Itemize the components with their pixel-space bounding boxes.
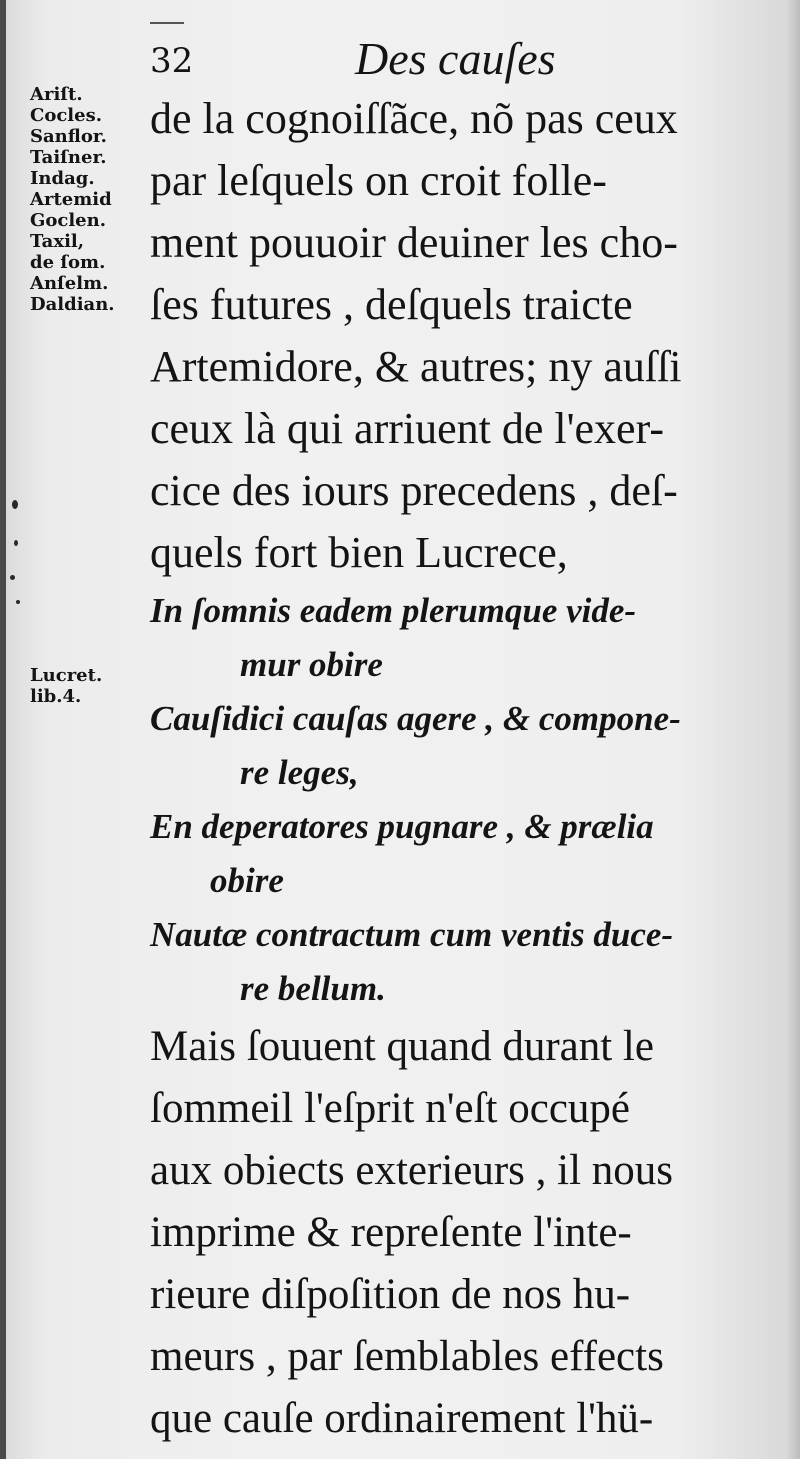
margin-notes-top — [30, 84, 160, 315]
running-head — [150, 30, 770, 90]
margin-note: Indag. — [30, 168, 95, 189]
margin-note: Artemid — [30, 189, 112, 210]
text-line: cice des iours precedens , deſ- — [150, 466, 678, 515]
text-line: de la cognoiſſãce, nõ pas ceux — [150, 94, 678, 143]
running-title: Des cauſes — [355, 33, 556, 84]
margin-note: de ſom. — [30, 252, 106, 273]
ink-speck — [10, 575, 15, 580]
header-rule-mark — [150, 22, 184, 24]
text-line: imprime & repreſente l'inte- — [150, 1209, 632, 1256]
verse-line: re bellum. — [240, 969, 386, 1008]
text-line: que cauſe ordinairement l'hü- — [150, 1395, 654, 1442]
text-line: par leſquels on croit folle- — [150, 156, 607, 205]
text-line: ment pouuoir deuiner les cho- — [150, 218, 678, 267]
margin-note: Goclen. — [30, 210, 106, 231]
margin-note: Taxil, — [30, 231, 85, 252]
verse-line: obire — [210, 861, 284, 900]
verse-quotation — [150, 584, 770, 1016]
verse-line: In ſomnis eadem plerumque vide- — [150, 591, 637, 630]
text-line: ſommeil l'eſprit n'eſt occupé — [150, 1085, 630, 1132]
margin-note: Sanflor. — [30, 126, 107, 147]
verse-line: Cauſidici cauſas agere , & compone- — [150, 699, 681, 738]
verse-line: En deperatores pugnare , & prælia — [150, 807, 654, 846]
text-line: ceux là qui arriuent de l'exer- — [150, 404, 665, 453]
margin-note: Daldian. — [30, 294, 115, 315]
text-line: Mais ſouuent quand durant le — [150, 1023, 654, 1070]
page-gutter-shadow — [0, 0, 6, 1459]
margin-note: Cocles. — [30, 105, 102, 126]
verse-line: re leges, — [240, 753, 359, 792]
verse-line: mur obire — [240, 645, 383, 684]
text-line: quels fort bien Lucrece, — [150, 528, 568, 577]
text-line: meurs , par ſemblables effects — [150, 1333, 664, 1380]
page-number: 32 — [150, 41, 194, 81]
text-line: Artemidore, & autres; ny auſſi — [150, 342, 682, 391]
page-edge-shadow — [786, 0, 800, 1459]
text-line: rieure diſpoſition de nos hu- — [150, 1271, 631, 1318]
margin-note: lib.4. — [30, 686, 82, 707]
ink-speck — [12, 500, 18, 509]
margin-note: Lucret. — [30, 665, 103, 686]
paragraph-2 — [150, 1016, 770, 1450]
paragraph-1 — [150, 88, 770, 584]
main-text — [150, 88, 770, 1450]
text-line: ſes futures , deſquels traicte — [150, 280, 633, 329]
ink-speck — [14, 540, 18, 546]
ink-speck — [16, 600, 20, 604]
margin-note: Taiſner. — [30, 147, 107, 168]
margin-notes-lower — [30, 665, 160, 707]
margin-note: Ariſt. — [30, 84, 83, 105]
verse-line: Nautæ contractum cum ventis duce- — [150, 915, 674, 954]
text-line: aux obiects exterieurs , il nous — [150, 1147, 674, 1194]
margin-note: Anſelm. — [30, 273, 109, 294]
